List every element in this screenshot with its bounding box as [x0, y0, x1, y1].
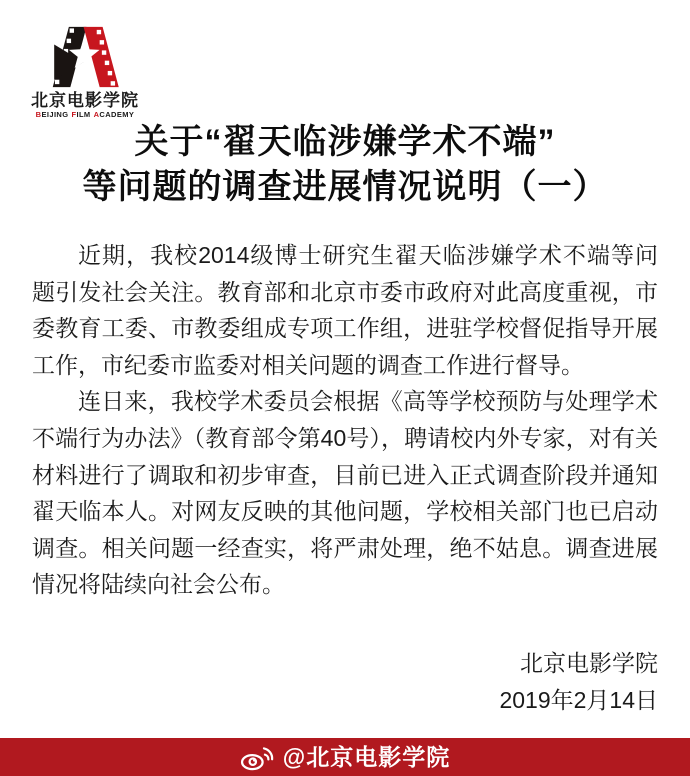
title-line-2: 等问题的调查进展情况说明（一）: [82, 168, 608, 206]
signature-name: 北京电影学院: [520, 649, 658, 676]
film-strip-star-icon: [44, 24, 126, 90]
title-line-1: 关于“翟天临涉嫌学术不端”: [134, 123, 556, 161]
bfa-logo: [27, 24, 143, 119]
paragraph-1: 近期，我校2014级博士研究生翟天临涉嫌学术不端等问题引发社会关注。教育部和北京市委市政府对此高度重视，市委教育工委、市教委组成专项工作组，进驻学校督促指导开展工作，市纪委市监委对相关问题的调查工作进行督导。: [32, 242, 658, 378]
logo-en-name: [27, 110, 143, 119]
paragraph-2: 连日来，我校学术委员会根据《高等学校预防与处理学术不端行为办法》（教育部令第40号），聘请校内外专家，对有关材料进行了调取和初步审查，目前已进入正式调查阶段并通知翟天临本人。对网友反映的其他问题，学校相关部门也已启动调查。相关问题一经查实，将严肃处理，绝不姑息。调查进展情况将陆续向社会公布。: [32, 388, 658, 598]
weibo-footer-bar: [0, 738, 690, 776]
weibo-icon: [240, 743, 274, 771]
logo-en-word: ACADEMY: [93, 110, 135, 119]
statement-body: [32, 237, 658, 603]
logo-en-word: BEIJING: [35, 110, 69, 119]
signature-date: 2019年2月14日: [499, 686, 658, 713]
logo-en-word: FILM: [71, 110, 91, 119]
logo-cn-name: 北京电影学院: [31, 91, 139, 110]
weibo-handle: @北京电影学院: [282, 744, 451, 770]
signature-block: [0, 645, 658, 719]
